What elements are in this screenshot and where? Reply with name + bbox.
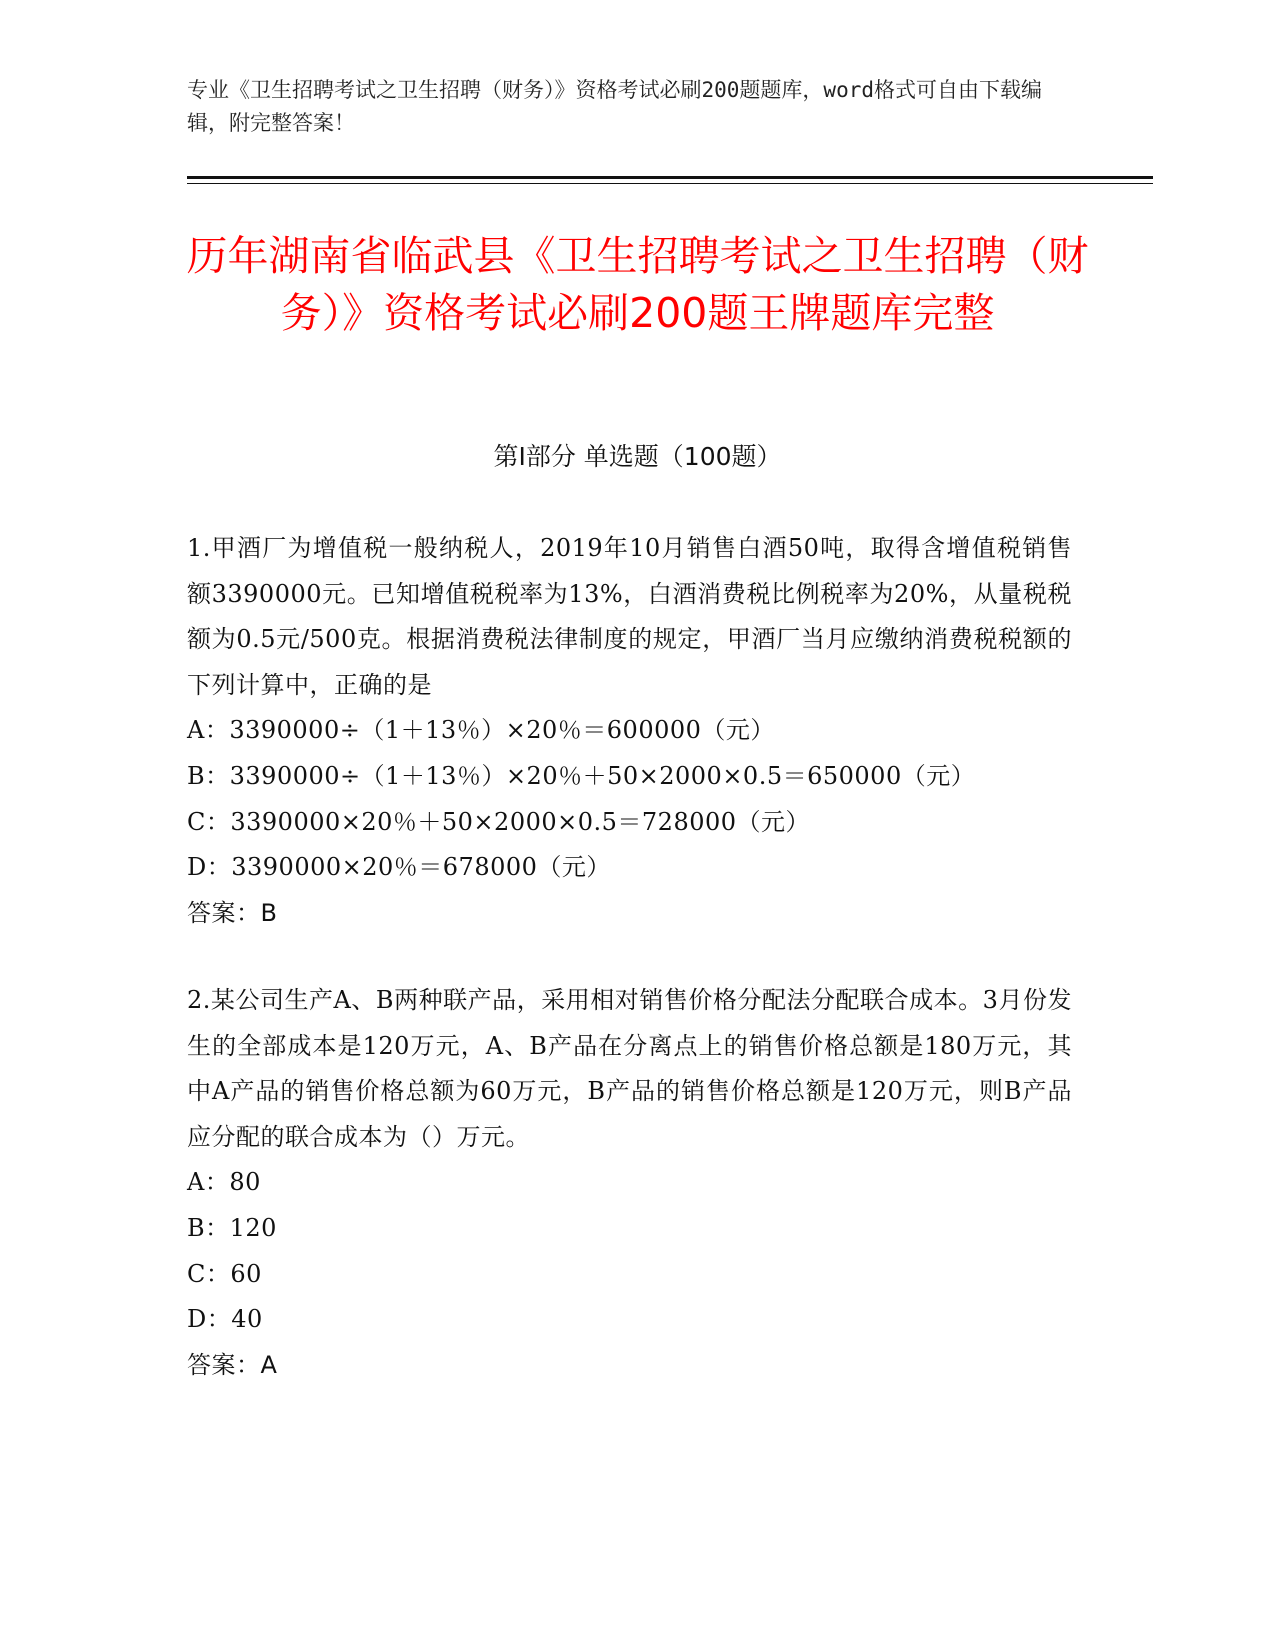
option-b: B：3390000÷（1＋13％）×20％＋50×2000×0.5＝650000（元） <box>187 761 976 790</box>
option-d: D：40 <box>187 1305 263 1334</box>
question-2 <box>187 978 1072 1388</box>
option-a: A：3390000÷（1＋13％）×20％＝600000（元） <box>187 716 775 745</box>
header-rule-thin <box>187 183 1153 184</box>
section-title: 第Ⅰ部分 单选题（100题） <box>493 442 782 471</box>
option-c: C：60 <box>187 1259 262 1288</box>
header-note: 专业《卫生招聘考试之卫生招聘（财务）》资格考试必刷200题题库，word格式可自由下载编辑，附完整答案！ <box>187 78 1042 135</box>
option-b: B：120 <box>187 1213 277 1242</box>
header-rule-thick <box>187 176 1153 179</box>
option-a: A：80 <box>187 1168 261 1197</box>
answer: 答案：A <box>187 1350 278 1379</box>
option-d: D：3390000×20％＝678000（元） <box>187 853 611 882</box>
answer: 答案：B <box>187 898 278 927</box>
option-c: C：3390000×20％＋50×2000×0.5＝728000（元） <box>187 807 811 836</box>
question-stem: 1.甲酒厂为增值税一般纳税人，2019年10月销售白酒50吨，取得含增值税销售额3390000元。已知增值税税率为13%，白酒消费税比例税率为20%，从量税税额为0.5元/500克。根据消费税法律制度的规定，甲酒厂当月应缴纳消费税税额的下列计算中，正确的是 <box>187 534 1072 699</box>
question-stem: 2.某公司生产A、B两种联产品，采用相对销售价格分配法分配联合成本。3月份发生的全部成本是120万元，A、B产品在分离点上的销售价格总额是180万元，其中A产品的销售价格总额为60万元，B产品的销售价格总额是120万元，则B产品应分配的联合成本为（）万元。 <box>187 986 1072 1151</box>
question-1 <box>187 526 1072 936</box>
document-title: 历年湖南省临武县《卫生招聘考试之卫生招聘（财务）》资格考试必刷200题王牌题库完整 <box>186 232 1089 337</box>
